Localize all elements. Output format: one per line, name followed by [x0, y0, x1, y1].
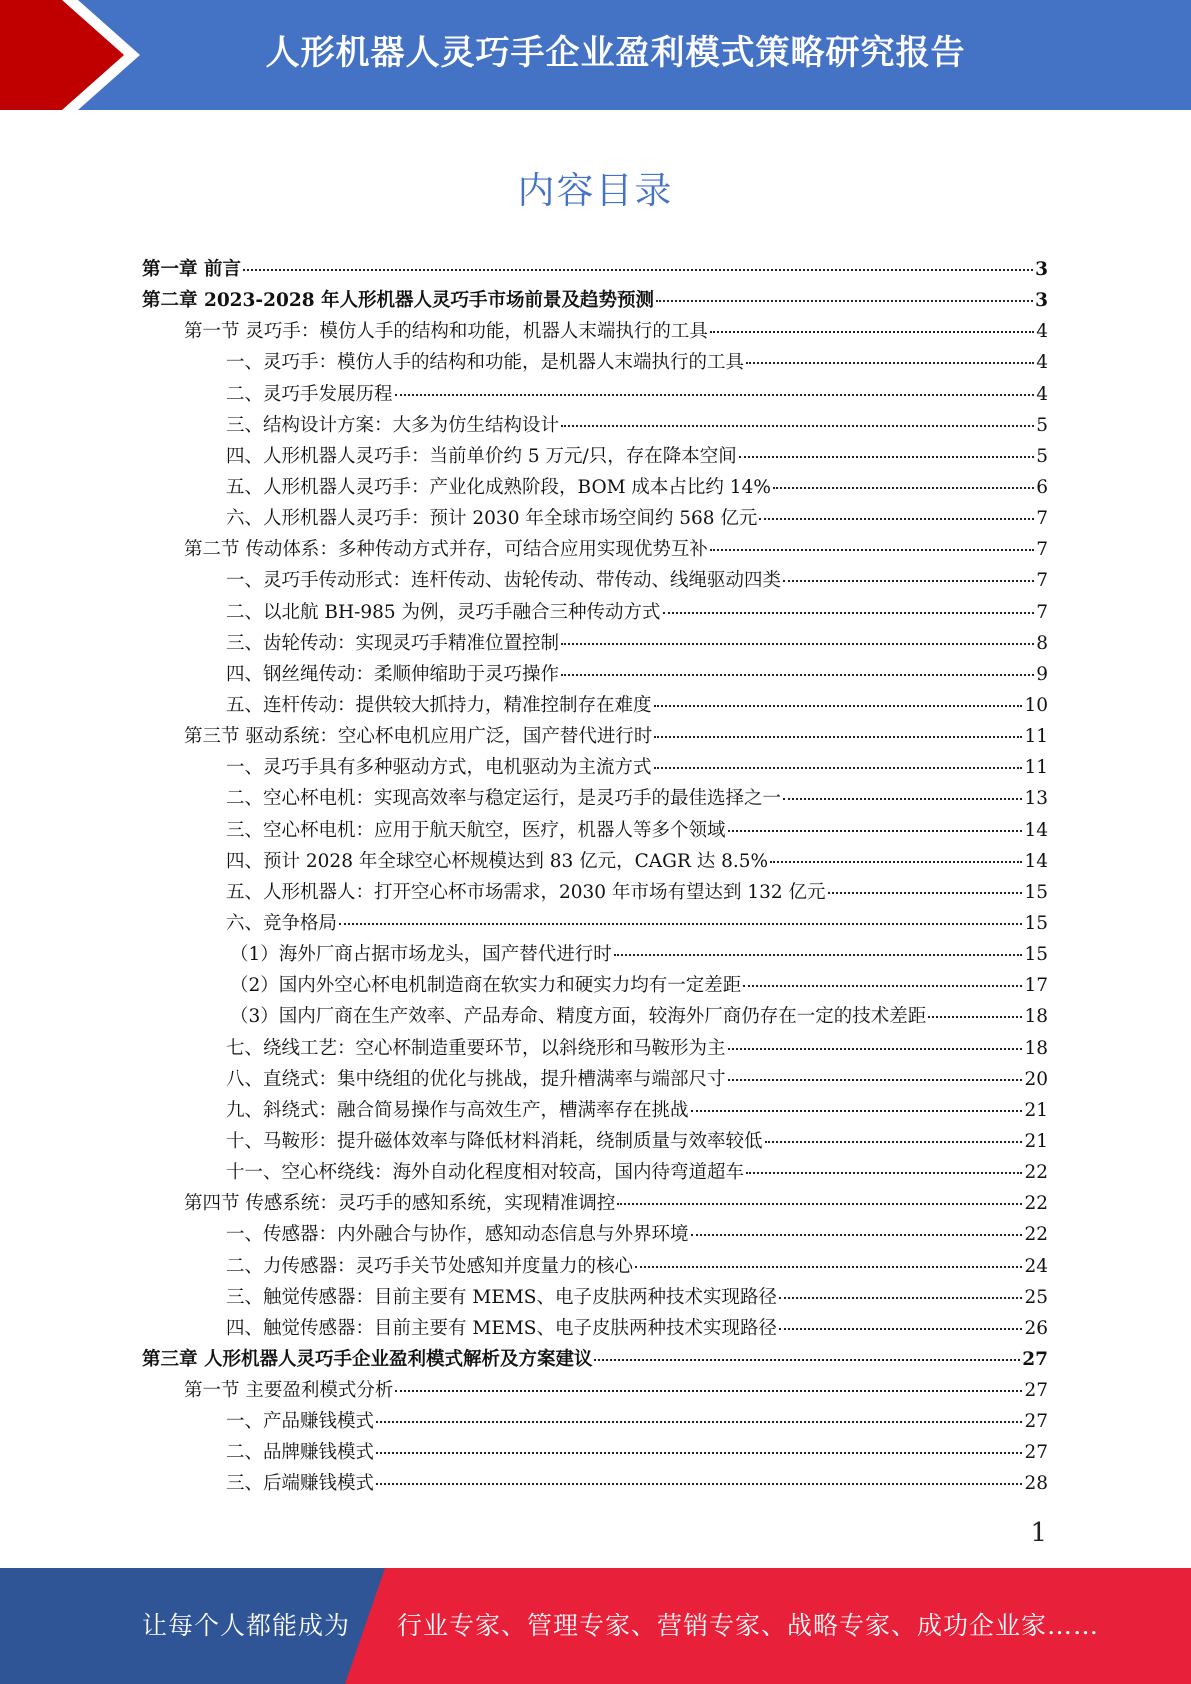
toc-entry-page: 24	[1024, 1255, 1048, 1277]
toc-entry[interactable]	[142, 1406, 1048, 1437]
toc-leader-dots	[561, 425, 1034, 427]
toc-entry-page: 18	[1024, 1037, 1048, 1059]
toc-leader-dots	[691, 1234, 1023, 1236]
toc-entry-page: 17	[1024, 975, 1048, 997]
toc-entry[interactable]	[142, 1188, 1048, 1219]
toc-entry-title: 七、绕线工艺：空心杯制造重要环节，以斜绕形和马鞍形为主	[226, 1037, 726, 1059]
toc-entry-title: 二、力传感器：灵巧手关节处感知并度量力的核心	[226, 1255, 634, 1277]
toc-entry-page: 14	[1024, 850, 1048, 872]
toc-leader-dots	[656, 300, 1033, 302]
toc-entry[interactable]	[142, 1157, 1048, 1188]
toc-entry[interactable]	[142, 752, 1048, 783]
toc-entry[interactable]	[142, 690, 1048, 721]
toc-entry-page: 10	[1024, 694, 1048, 716]
toc-leader-dots	[773, 487, 1034, 489]
toc-entry-page: 21	[1024, 1130, 1048, 1152]
toc-entry-page: 27	[1022, 1348, 1048, 1370]
toc-entry-title: 二、空心杯电机：实现高效率与稳定运行，是灵巧手的最佳选择之一	[226, 788, 782, 810]
toc-entry-page: 13	[1024, 788, 1048, 810]
toc-entry[interactable]	[142, 347, 1048, 378]
footer-slogan-left: 让每个人都能成为	[142, 1611, 351, 1640]
toc-leader-dots	[594, 1359, 1020, 1361]
toc-entry-title: 第四节 传感系统：灵巧手的感知系统，实现精准调控	[184, 1193, 616, 1215]
toc-entry-title: （2）国内外空心杯电机制造商在软实力和硬实力均有一定差距	[230, 975, 742, 997]
toc-entry-page: 15	[1024, 944, 1048, 966]
toc-entry-title: 二、品牌赚钱模式	[226, 1442, 375, 1464]
toc-entry-title: 第一章 前言	[142, 259, 241, 280]
toc-entry-page: 4	[1036, 383, 1048, 405]
toc-leader-dots	[614, 954, 1023, 956]
toc-entry-title: 五、人形机器人：打开空心杯市场需求，2030 年市场有望达到 132 亿元	[226, 881, 826, 903]
toc-entry-page: 15	[1024, 912, 1048, 934]
report-title: 人形机器人灵巧手企业盈利模式策略研究报告	[265, 33, 966, 73]
toc-entry-page: 5	[1036, 445, 1048, 467]
toc-leader-dots	[759, 518, 1034, 520]
toc-entry-title: （1）海外厂商占据市场龙头，国产替代进行时	[230, 944, 612, 966]
toc-entry-title: 四、触觉传感器：目前主要有 MEMS、电子皮肤两种技术实现路径	[226, 1317, 777, 1339]
toc-entry[interactable]	[142, 1313, 1048, 1344]
toc-entry-page: 3	[1035, 259, 1048, 280]
toc-leader-dots	[654, 736, 1022, 738]
toc-entry[interactable]	[142, 783, 1048, 814]
toc-entry-page: 6	[1036, 476, 1048, 498]
toc-entry[interactable]	[142, 939, 1048, 970]
toc-entry[interactable]	[142, 1001, 1048, 1032]
toc-leader-dots	[746, 362, 1034, 364]
toc-entry[interactable]	[142, 254, 1048, 285]
toc-entry-title: 第二节 传动体系：多种传动方式并存，可结合应用实现优势互补	[184, 539, 708, 561]
toc-entry[interactable]	[142, 1251, 1048, 1282]
toc-entry-title: 六、竞争格局	[226, 912, 338, 934]
toc-entry-page: 4	[1036, 352, 1048, 374]
toc-leader-dots	[243, 269, 1033, 271]
toc-entry[interactable]	[142, 534, 1048, 565]
toc-entry-page: 7	[1036, 601, 1048, 623]
toc-entry-page: 4	[1036, 321, 1048, 343]
toc-entry-page: 11	[1024, 726, 1048, 748]
toc-leader-dots	[617, 1203, 1022, 1205]
toc-entry-page: 21	[1024, 1099, 1048, 1121]
toc-entry-title: 一、灵巧手具有多种驱动方式，电机驱动为主流方式	[226, 757, 652, 779]
toc-entry-title: 一、灵巧手：模仿人手的结构和功能，是机器人末端执行的工具	[226, 352, 745, 374]
toc-entry[interactable]	[142, 659, 1048, 690]
toc-entry[interactable]	[142, 877, 1048, 908]
toc-entry[interactable]	[142, 565, 1048, 596]
toc-entry[interactable]	[142, 1282, 1048, 1313]
toc-entry-page: 7	[1036, 570, 1048, 592]
toc-leader-dots	[765, 1141, 1023, 1143]
toc-entry-page: 8	[1036, 632, 1048, 654]
toc-leader-dots	[663, 612, 1035, 614]
toc-entry-title: 三、结构设计方案：大多为仿生结构设计	[226, 414, 560, 436]
footer-slogan-right: 行业专家、管理专家、营销专家、战略专家、成功企业家……	[397, 1611, 1100, 1640]
toc-entry-title: （3）国内厂商在生产效率、产品寿命、精度方面，较海外厂商仍存在一定的技术差距	[230, 1006, 927, 1028]
toc-leader-dots	[710, 331, 1034, 333]
toc-leader-dots	[395, 394, 1035, 396]
toc-leader-dots	[561, 643, 1034, 645]
toc-entry-title: 二、以北航 BH-985 为例，灵巧手融合三种传动方式	[226, 601, 661, 623]
toc-entry[interactable]	[142, 1126, 1048, 1157]
toc-entry-page: 18	[1024, 1006, 1048, 1028]
toc-entry-page: 22	[1024, 1162, 1048, 1184]
toc-entry-page: 26	[1024, 1317, 1048, 1339]
toc-leader-dots	[691, 1110, 1023, 1112]
toc-entry-page: 9	[1036, 663, 1048, 685]
toc-leader-dots	[561, 674, 1034, 676]
toc-entry[interactable]	[142, 316, 1048, 347]
footer-banner	[0, 1568, 1191, 1684]
toc-entry-page: 28	[1024, 1473, 1048, 1495]
toc-entry-title: 十、马鞍形：提升磁体效率与降低材料消耗，绕制质量与效率较低	[226, 1130, 763, 1152]
toc-leader-dots	[654, 705, 1023, 707]
toc-entry-page: 5	[1036, 414, 1048, 436]
toc-leader-dots	[376, 1483, 1022, 1485]
toc-entry[interactable]	[142, 503, 1048, 534]
toc-entry-page: 15	[1024, 881, 1048, 903]
toc-entry-page: 7	[1036, 539, 1048, 561]
toc-leader-dots	[395, 1390, 1022, 1392]
toc-entry-page: 22	[1024, 1224, 1048, 1246]
toc-entry-title: 二、灵巧手发展历程	[226, 383, 393, 405]
page-number: 1	[1030, 1518, 1047, 1548]
toc-entry[interactable]	[142, 410, 1048, 441]
toc-entry[interactable]	[142, 628, 1048, 659]
toc-entry[interactable]	[142, 597, 1048, 628]
table-of-contents	[142, 254, 1048, 1500]
toc-leader-dots	[828, 892, 1023, 894]
toc-entry[interactable]	[142, 1064, 1048, 1095]
toc-entry-page: 7	[1036, 508, 1048, 530]
toc-entry-title: 第三节 驱动系统：空心杯电机应用广泛，国产替代进行时	[184, 726, 653, 748]
toc-entry[interactable]	[142, 1219, 1048, 1250]
toc-leader-dots	[339, 923, 1022, 925]
toc-leader-dots	[728, 830, 1023, 832]
toc-entry-page: 27	[1024, 1411, 1048, 1433]
toc-entry[interactable]	[142, 1344, 1048, 1375]
toc-leader-dots	[779, 1297, 1023, 1299]
toc-entry-page: 14	[1024, 819, 1048, 841]
toc-entry-title: 第一节 主要盈利模式分析	[184, 1380, 394, 1402]
toc-entry[interactable]	[142, 1033, 1048, 1064]
toc-entry-title: 九、斜绕式：融合简易操作与高效生产，槽满率存在挑战	[226, 1099, 689, 1121]
toc-entry[interactable]	[142, 846, 1048, 877]
toc-entry-page: 11	[1024, 757, 1048, 779]
toc-entry[interactable]	[142, 970, 1048, 1001]
toc-heading: 内容目录	[517, 169, 674, 212]
toc-leader-dots	[728, 1048, 1023, 1050]
toc-leader-dots	[746, 1172, 1022, 1174]
toc-entry-title: 三、齿轮传动：实现灵巧手精准位置控制	[226, 632, 560, 654]
toc-entry-title: 第一节 灵巧手：模仿人手的结构和功能，机器人末端执行的工具	[184, 321, 708, 343]
toc-entry-page: 25	[1024, 1286, 1048, 1308]
toc-entry-title: 三、后端赚钱模式	[226, 1473, 375, 1495]
toc-entry-title: 四、人形机器人灵巧手：当前单价约 5 万元/只，存在降本空间	[226, 445, 737, 467]
toc-entry-page: 3	[1035, 290, 1048, 312]
toc-leader-dots	[779, 1328, 1023, 1330]
toc-leader-dots	[783, 580, 1034, 582]
toc-entry-title: 一、产品赚钱模式	[226, 1411, 375, 1433]
toc-leader-dots	[739, 456, 1034, 458]
toc-entry[interactable]	[142, 908, 1048, 939]
toc-entry-page: 20	[1024, 1068, 1048, 1090]
toc-leader-dots	[783, 798, 1022, 800]
toc-entry[interactable]	[142, 379, 1048, 410]
toc-entry-page: 27	[1024, 1380, 1048, 1402]
toc-entry-title: 六、人形机器人灵巧手：预计 2030 年全球市场空间约 568 亿元	[226, 508, 758, 530]
toc-entry[interactable]	[142, 285, 1048, 316]
toc-leader-dots	[635, 1266, 1022, 1268]
toc-entry-title: 五、连杆传动：提供较大抓持力，精准控制存在难度	[226, 694, 652, 716]
toc-leader-dots	[728, 1079, 1023, 1081]
toc-entry-title: 五、人形机器人灵巧手：产业化成熟阶段，BOM 成本占比约 14%	[226, 476, 771, 498]
toc-leader-dots	[376, 1421, 1022, 1423]
toc-entry-title: 一、灵巧手传动形式：连杆传动、齿轮传动、带传动、线绳驱动四类	[226, 570, 782, 592]
toc-entry[interactable]	[142, 721, 1048, 752]
toc-entry-title: 三、空心杯电机：应用于航天航空，医疗，机器人等多个领域	[226, 819, 726, 841]
header-banner	[0, 0, 1191, 110]
toc-entry[interactable]	[142, 441, 1048, 472]
toc-leader-dots	[654, 767, 1023, 769]
toc-entry-title: 四、预计 2028 年全球空心杯规模达到 83 亿元，CAGR 达 8.5%	[226, 850, 769, 872]
toc-leader-dots	[770, 861, 1022, 863]
toc-leader-dots	[376, 1452, 1022, 1454]
toc-entry-title: 四、钢丝绳传动：柔顺伸缩助于灵巧操作	[226, 663, 560, 685]
toc-entry-title: 八、直绕式：集中绕组的优化与挑战，提升槽满率与端部尺寸	[226, 1068, 726, 1090]
toc-entry[interactable]	[142, 472, 1048, 503]
toc-entry-title: 第三章 人形机器人灵巧手企业盈利模式解析及方案建议	[142, 1348, 593, 1370]
toc-entry-title: 第二章 2023-2028 年人形机器人灵巧手市场前景及趋势预测	[142, 290, 655, 312]
toc-entry[interactable]	[142, 815, 1048, 846]
toc-entry-title: 十一、空心杯绕线：海外自动化程度相对较高，国内待弯道超车	[226, 1162, 745, 1184]
toc-leader-dots	[710, 549, 1034, 551]
toc-entry[interactable]	[142, 1437, 1048, 1468]
toc-entry-page: 22	[1024, 1193, 1048, 1215]
toc-entry[interactable]	[142, 1095, 1048, 1126]
toc-entry-title: 一、传感器：内外融合与协作，感知动态信息与外界环境	[226, 1224, 689, 1246]
toc-entry[interactable]	[142, 1375, 1048, 1406]
toc-entry[interactable]	[142, 1468, 1048, 1499]
toc-leader-dots	[743, 985, 1022, 987]
toc-leader-dots	[928, 1016, 1022, 1018]
toc-entry-title: 三、触觉传感器：目前主要有 MEMS、电子皮肤两种技术实现路径	[226, 1286, 777, 1308]
toc-entry-page: 27	[1024, 1442, 1048, 1464]
